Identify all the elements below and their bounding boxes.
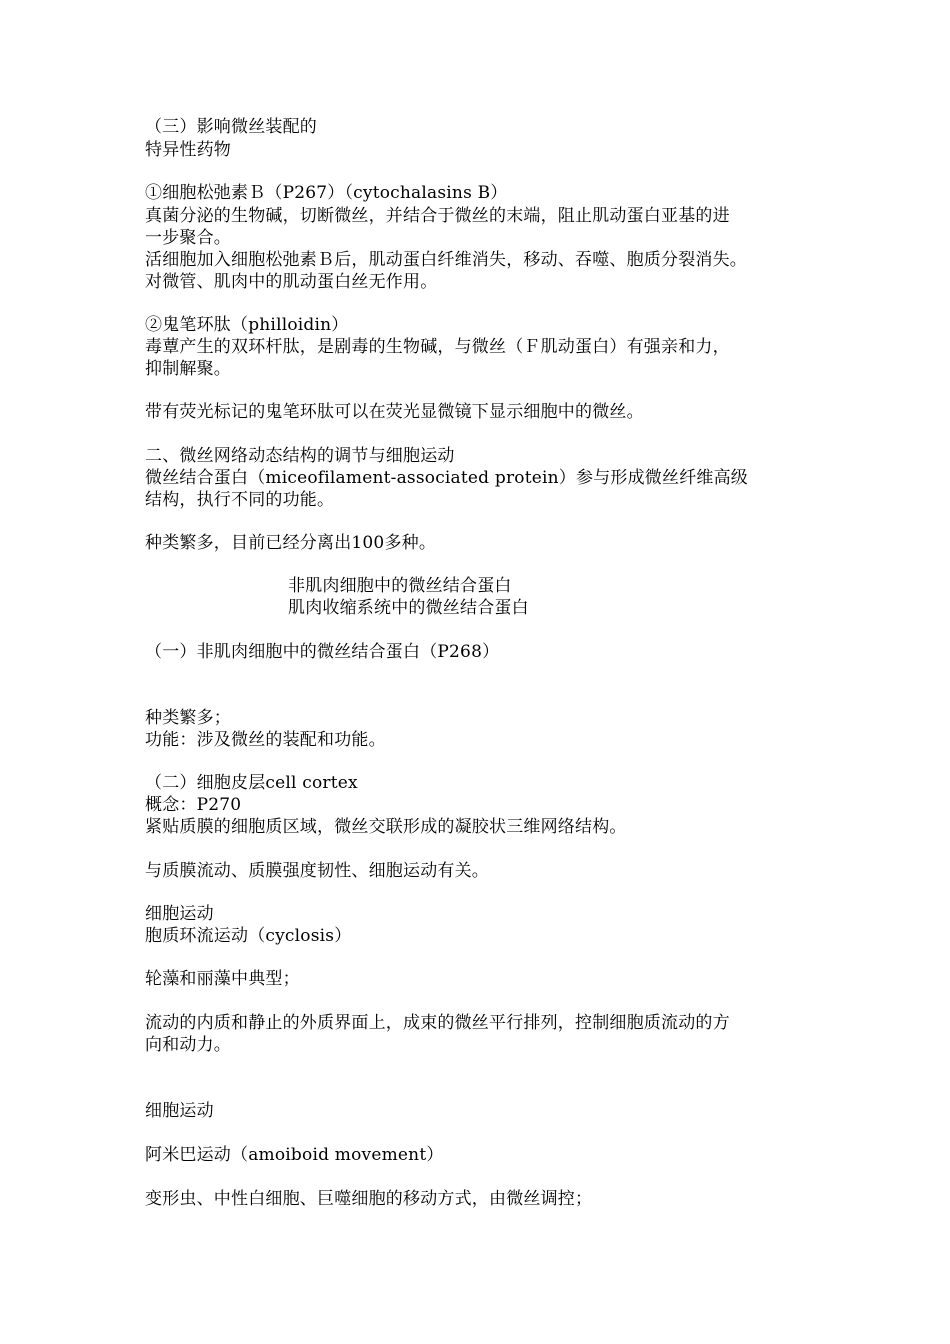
subsection-heading-nonmuscle: （一）非肌肉细胞中的微丝结合蛋白（P268）	[145, 642, 500, 662]
topic-subheading-amoeboid: 阿米巴运动（amoiboid movement）	[145, 1145, 444, 1165]
paragraph-line: 流动的内质和静止的外质界面上，成束的微丝平行排列，控制细胞质流动的方	[145, 1013, 730, 1033]
section-heading-drugs: （三）影响微丝装配的	[145, 117, 317, 137]
paragraph-line: 一步聚合。	[145, 228, 231, 248]
paragraph-line: 轮藻和丽藻中典型；	[145, 969, 300, 989]
paragraph-line: 概念：P270	[145, 795, 242, 815]
paragraph-line: 活细胞加入细胞松弛素Ｂ后，肌动蛋白纤维消失，移动、吞噬、胞质分裂消失。	[145, 250, 747, 270]
category-item: 非肌肉细胞中的微丝结合蛋白	[288, 576, 512, 596]
paragraph-line: 真菌分泌的生物碱，切断微丝，并结合于微丝的末端，阻止肌动蛋白亚基的进	[145, 206, 730, 226]
paragraph-line: 变形虫、中性白细胞、巨噬细胞的移动方式，由微丝调控；	[145, 1189, 593, 1209]
paragraph-line: 对微管、肌肉中的肌动蛋白丝无作用。	[145, 272, 438, 292]
topic-heading-cell-movement: 细胞运动	[145, 904, 214, 924]
item-cytochalasin-title: ①细胞松弛素Ｂ（P267）（cytochalasins B）	[145, 183, 508, 203]
category-item: 肌肉收缩系统中的微丝结合蛋白	[288, 598, 529, 618]
paragraph-line: 种类繁多，目前已经分离出100多种。	[145, 533, 437, 553]
paragraph-line: 种类繁多；	[145, 708, 231, 728]
paragraph-line: 结构，执行不同的功能。	[145, 490, 335, 510]
section-heading-drugs-cont: 特异性药物	[145, 140, 231, 160]
topic-heading-cell-movement: 细胞运动	[145, 1101, 214, 1121]
paragraph-line: 微丝结合蛋白（miceofilament-associated protein）参与形成微丝纤维高级	[145, 468, 748, 488]
paragraph-line: 毒蕈产生的双环杆肽，是剧毒的生物碱，与微丝（Ｆ肌动蛋白）有强亲和力，	[145, 337, 730, 357]
subsection-heading-cortex: （二）细胞皮层cell cortex	[145, 773, 358, 793]
item-phalloidin-title: ②鬼笔环肽（philloidin）	[145, 315, 349, 335]
paragraph-line: 功能：涉及微丝的装配和功能。	[145, 730, 386, 750]
paragraph-line: 向和动力。	[145, 1035, 231, 1055]
paragraph-line: 与质膜流动、质膜强度韧性、细胞运动有关。	[145, 861, 489, 881]
paragraph-line: 紧贴质膜的细胞质区域，微丝交联形成的凝胶状三维网络结构。	[145, 817, 627, 837]
topic-subheading-cyclosis: 胞质环流运动（cyclosis）	[145, 926, 352, 946]
paragraph-line: 抑制解聚。	[145, 359, 231, 379]
section-heading-regulation: 二、微丝网络动态结构的调节与细胞运动	[145, 446, 455, 466]
paragraph-line: 带有荧光标记的鬼笔环肽可以在荧光显微镜下显示细胞中的微丝。	[145, 402, 644, 422]
